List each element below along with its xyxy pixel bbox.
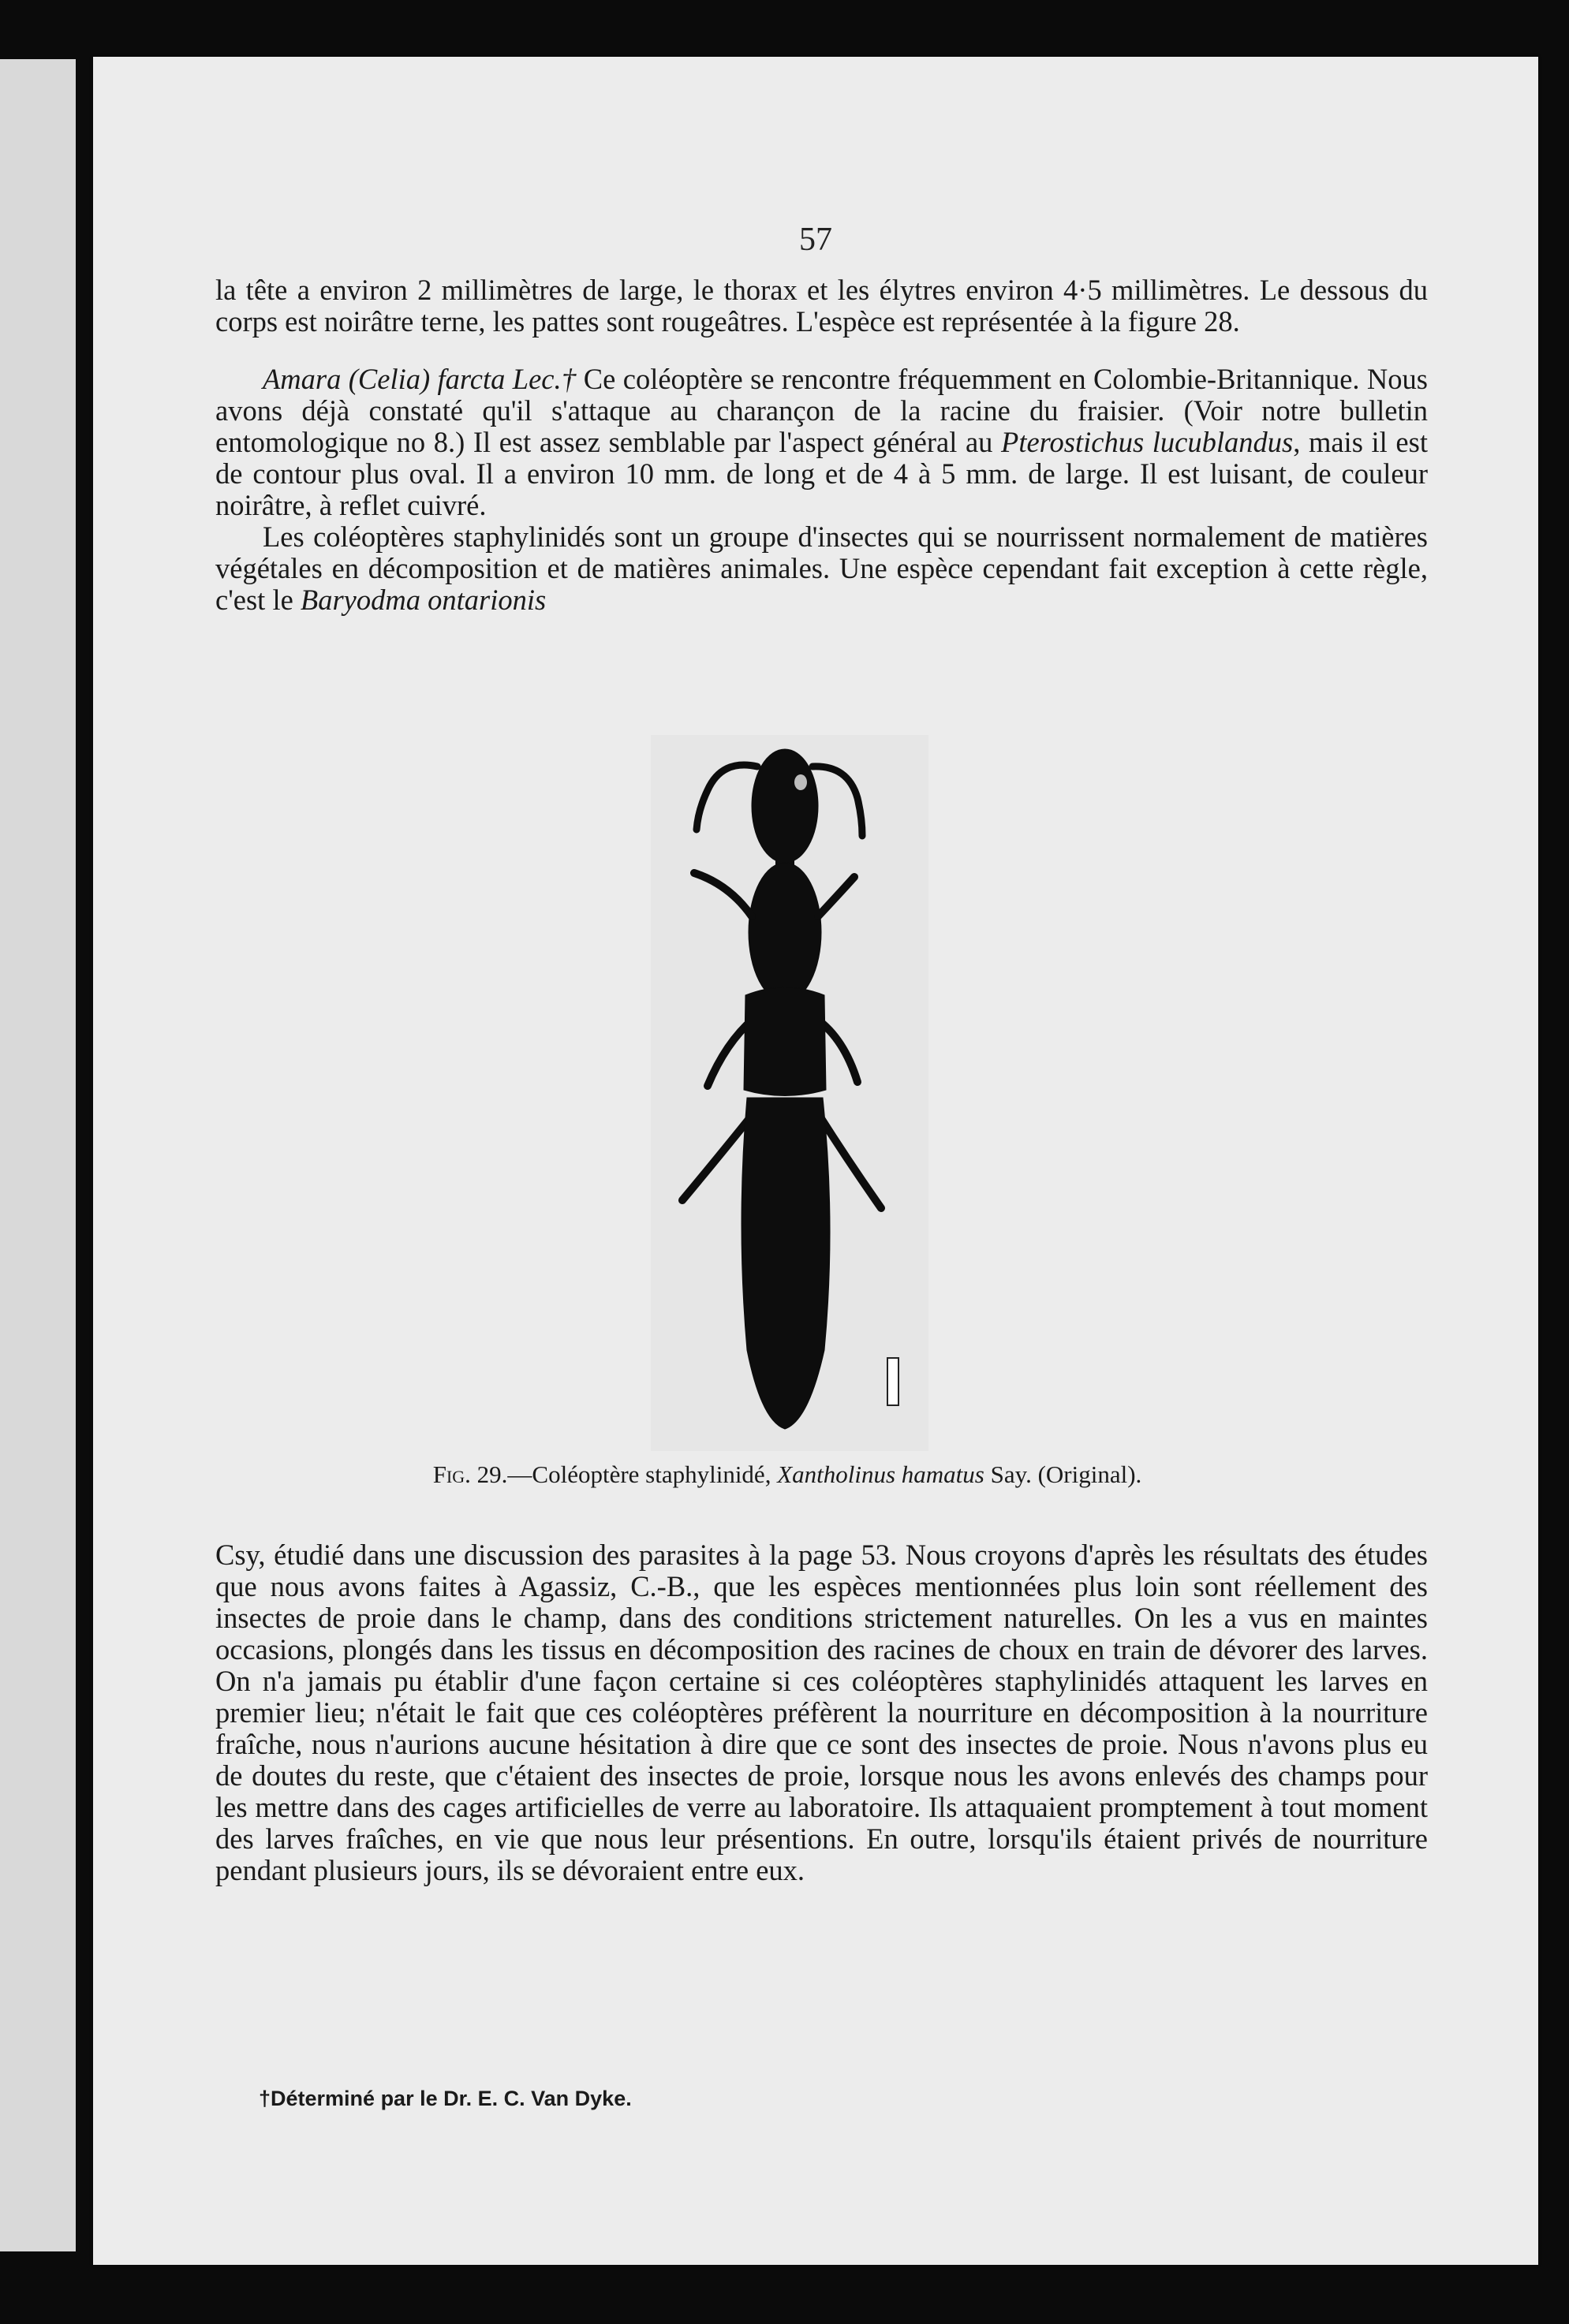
amara-text-b: , mais il est de contour plus oval. Il a environ 10 mm. de long et de 4 à 5 mm. de large. Il est luisant, de couleur noirâtre, à reflet cuivré. [215, 426, 1428, 521]
footnote: †Déterminé par le Dr. E. C. Van Dyke. [259, 2087, 632, 2110]
top-text-block [215, 274, 1428, 616]
figure-label: Fig. 29. [432, 1460, 508, 1488]
baryodma-species-name: Baryodma ontarionis [300, 584, 547, 616]
head-highlight [794, 774, 807, 790]
figure-caption-suffix: Say. (Original). [984, 1460, 1142, 1488]
document-page [93, 57, 1538, 2265]
previous-page-edge [0, 59, 76, 2251]
beetle-figure-image [651, 735, 928, 1451]
page-number: 57 [799, 222, 832, 258]
staphylinid-text: Les coléoptères staphylinidés sont un groupe d'insectes qui se nourrissent normalement de matières végétales en décomposition et de matières animales. Une espèce cependant fait exception à cette règle, c'est le [215, 520, 1428, 616]
amara-species-name: Amara (Celia) farcta Lec.† [263, 363, 577, 395]
pterostichus-species-name: Pterostichus lucublandus [1001, 426, 1294, 458]
figure-species-name: Xantholinus hamatus [777, 1460, 984, 1488]
paragraph-amara [215, 364, 1428, 521]
figure-caption-text: —Coléoptère staphylinidé, [507, 1460, 778, 1488]
rove-beetle-illustration [651, 735, 928, 1451]
bottom-text-block [215, 1539, 1428, 1886]
amara-text-a: Ce coléoptère se rencontre fréquemment en Colombie-Britannique. Nous avons déjà constaté qu'il s'attaque au charançon de la racine du fraisier. (Voir notre bulletin entomologique no 8.) Il est assez semblable par l'aspect général au [215, 363, 1428, 458]
paragraph-predators: Csy, étudié dans une discussion des parasites à la page 53. Nous croyons d'après les résultats des études que nous avons faites à Agassiz, C.-B., que les espèces mentionnées plus loin sont réellement des insectes de proie dans le champ, dans des conditions strictement naturelles. On les a vus en maintes occasions, plongés dans les tissus en décomposition des racines de choux en train de dévorer des larves. On n'a jamais pu établir d'une façon certaine si ces coléoptères staphylinidés attaquent les larves en premier lieu; n'était le fait que ces coléoptères préfèrent la nourriture en décomposition à la nourriture fraîche, nous n'aurions aucune hésitation à dire que ce sont des insectes de proie. Nous n'avons plus eu de doutes du reste, que c'étaient des insectes de proie, lorsque nous les avons enlevés des champs pour les mettre dans des cages artificielles de verre au laboratoire. Ils attaquaient promptement à tout moment des larves fraîches, en vie que nous leur présentions. En outre, lorsqu'ils étaient privés de nourriture pendant plusieurs jours, ils se dévoraient entre eux. [215, 1539, 1428, 1886]
scale-marker [887, 1358, 898, 1405]
paragraph-head-description: la tête a environ 2 millimètres de large, le thorax et les élytres environ 4·5 millimètres. Le dessous du corps est noirâtre terne, les pattes sont rougeâtres. L'espèce est représentée à la figure 28. [215, 274, 1428, 338]
paragraph-staphylinid [215, 521, 1428, 616]
figure-caption [393, 1460, 1182, 1489]
